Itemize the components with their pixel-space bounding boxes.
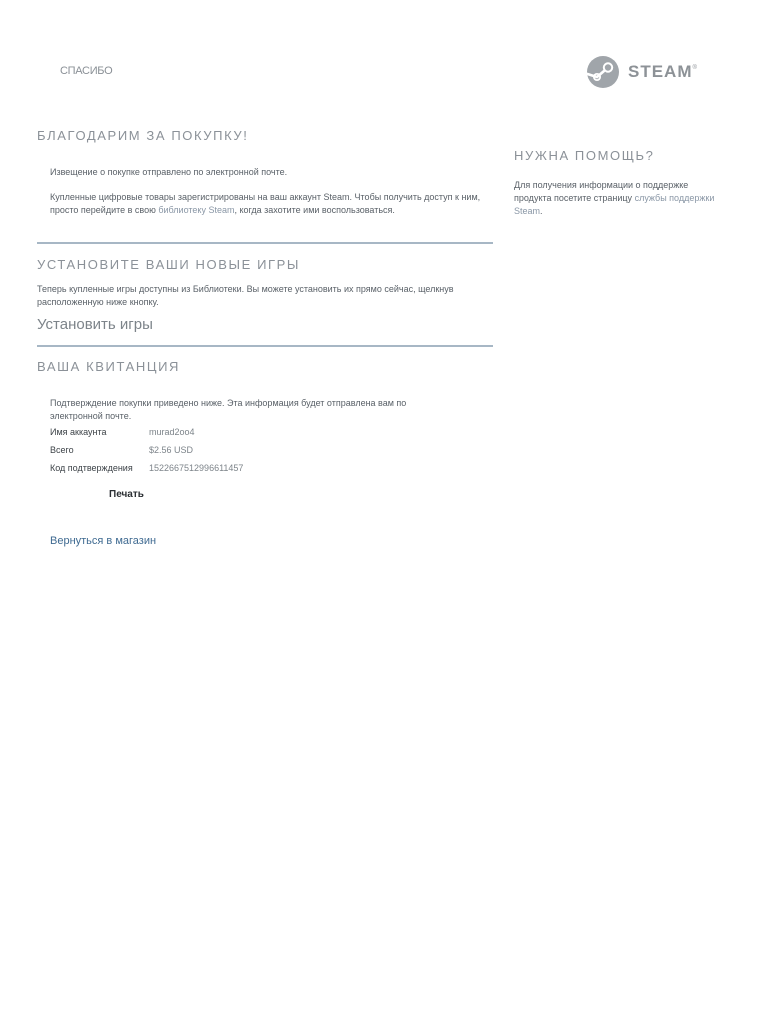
help-heading: НУЖНА ПОМОЩЬ?: [514, 148, 655, 163]
steam-wordmark: STEAM®: [628, 62, 698, 81]
receipt-heading: ВАША КВИТАНЦИЯ: [37, 359, 181, 374]
section-divider: [37, 345, 493, 347]
install-text: Теперь купленные игры доступны из Библиотеки. Вы можете установить их прямо сейчас, щелкнув расположенную ниже кнопку.: [37, 284, 454, 307]
receipt-value-account: murad2oo4: [149, 427, 195, 437]
receipt-value-code: 1522667512996611457: [149, 463, 244, 473]
receipt-label-code: Код подтверждения: [50, 463, 133, 473]
breadcrumb: СПАСИБО: [60, 65, 113, 77]
support-link[interactable]: службы поддержки Steam: [514, 193, 715, 216]
help-text: Для получения информации о поддержке продукта посетите страницу службы поддержки Steam.: [514, 180, 715, 216]
thanks-heading: БЛАГОДАРИМ ЗА ПОКУПКУ!: [37, 128, 249, 143]
steam-logo-icon: [586, 55, 620, 89]
receipt-value-total: $2.56 USD: [149, 445, 194, 455]
install-games-button[interactable]: Установить игры: [37, 316, 153, 333]
print-button[interactable]: Печать: [109, 489, 144, 500]
library-link[interactable]: библиотеку Steam: [158, 205, 235, 215]
receipt-label-total: Всего: [50, 445, 74, 455]
receipt-label-account: Имя аккаунта: [50, 427, 107, 437]
install-heading: УСТАНОВИТЕ ВАШИ НОВЫЕ ИГРЫ: [37, 257, 301, 272]
steam-logo[interactable]: [586, 54, 716, 90]
registered-text: Купленные цифровые товары зарегистрированы на ваш аккаунт Steam. Чтобы получить доступ к ним, просто перейдите в свою библиотеку Steam, когда захотите ими воспользоваться.: [50, 192, 481, 215]
receipt-text: Подтверждение покупки приведено ниже. Эта информация будет отправлена вам по электронной почте.: [50, 398, 407, 421]
notice-text: Извещение о покупке отправлено по электронной почте.: [50, 167, 288, 177]
section-divider: [37, 242, 493, 244]
back-to-store-link[interactable]: Вернуться в магазин: [50, 535, 157, 547]
